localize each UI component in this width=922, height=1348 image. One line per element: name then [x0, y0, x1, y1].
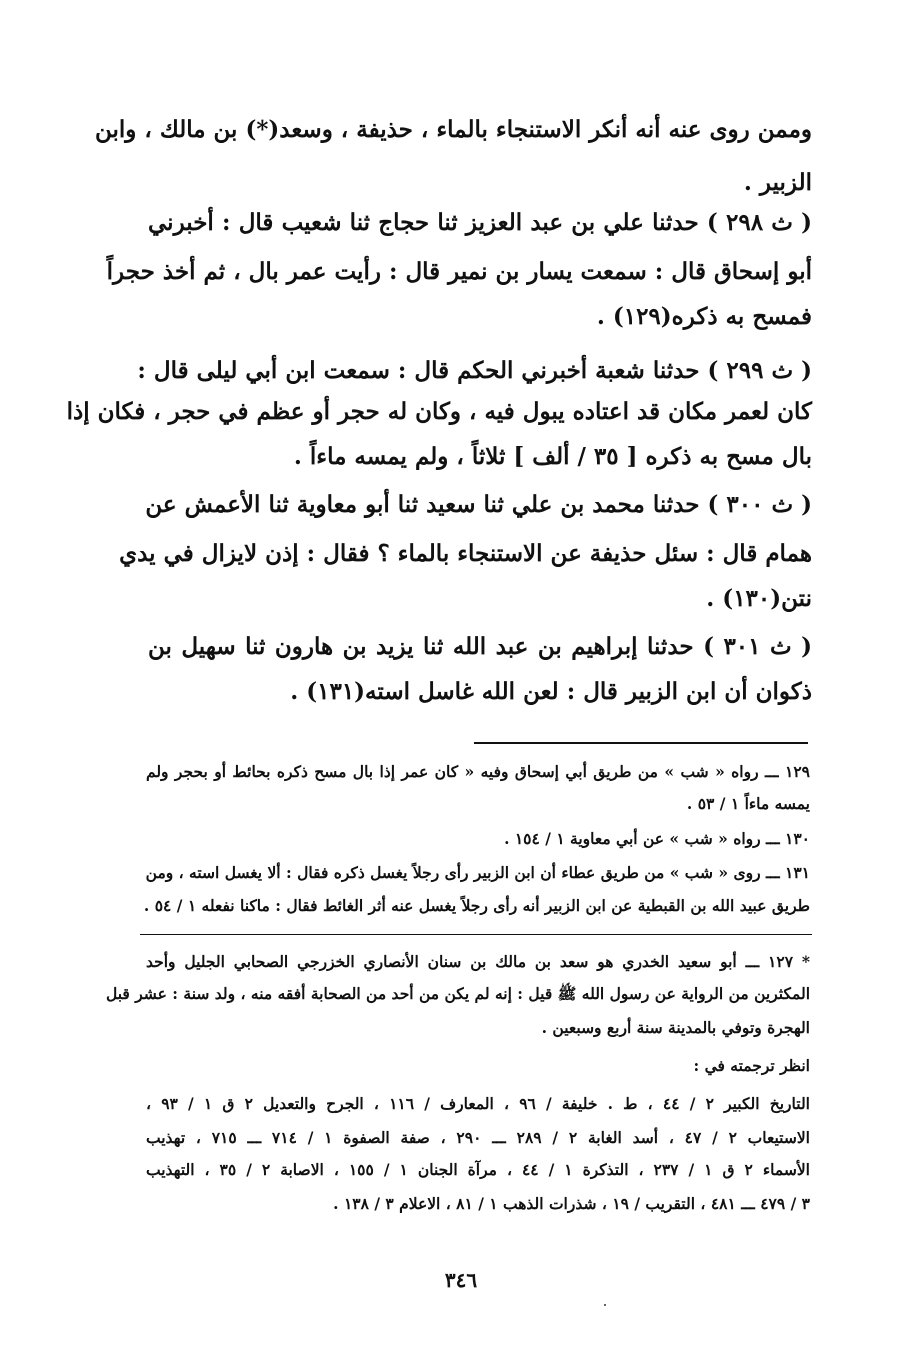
biography-heading: انظر ترجمته في :: [693, 1056, 810, 1075]
text-line: بال مسح به ذكره [ ٣٥ / ألف ] ثلاثاً ، ولم يمسه ماءاً .: [293, 443, 812, 470]
text-line: ( ث ٣٠١ ) حدثنا إبراهيم بن عبد الله ثنا يزيد بن هارون ثنا سهيل بن: [148, 633, 812, 660]
footnote-line: * ١٢٧ ـــ أبو سعيد الخدري هو سعد بن مالك بن سنان الأنصاري الخزرجي الصحابي الجليل وأحد: [146, 952, 810, 971]
text-line: همام قال : سئل حذيفة عن الاستنجاء بالماء ؟ فقال : إذن لايزال في يدي: [119, 540, 812, 567]
biography-reference-line: التاريخ الكبير ٢ / ٤٤ ، ط . خليفة / ٩٦ ، المعارف / ١١٦ ، الجرح والتعديل ٢ ق ١ / ٩٣ ،: [146, 1094, 810, 1113]
footnote-line: الهجرة وتوفي بالمدينة سنة أربع وسبعين .: [541, 1018, 810, 1037]
biography-reference-line: الأسماء ٢ ق ١ / ٢٣٧ ، التذكرة ١ / ٤٤ ، مرآة الجنان ١ / ١٥٥ ، الاصابة ٢ / ٣٥ ، التهذيب: [146, 1160, 810, 1179]
text-line: ذكوان أن ابن الزبير قال : لعن الله غاسل استه(١٣١) .: [290, 678, 812, 705]
text-line: كان لعمر مكان قد اعتاده يبول فيه ، وكان له حجر أو عظم في حجر ، فكان إذا: [66, 398, 812, 425]
text-line: نتن(١٣٠) .: [706, 585, 812, 612]
text-line: وممن روى عنه أنه أنكر الاستنجاء بالماء ، حذيفة ، وسعد(*) بن مالك ، وابن: [94, 116, 812, 143]
footnote-separator: [474, 742, 808, 744]
text-line: أبو إسحاق قال : سمعت يسار بن نمير قال : رأيت عمر بال ، ثم أخذ حجراً: [106, 258, 812, 285]
text-line: فمسح به ذكره(١٢٩) .: [596, 303, 812, 330]
footnote-line: ١٣١ ـــ روى « شب » من طريق عطاء أن ابن الزبير رأى رجلاً يغسل ذكره فقال : ألا يغسل استه ، ومن: [145, 863, 810, 882]
text-line: ( ث ٢٩٩ ) حدثنا شعبة أخبرني الحكم قال : سمعت ابن أبي ليلى قال :: [137, 357, 812, 384]
page-number: ٣٤٦: [444, 1268, 478, 1292]
print-speck: [604, 1304, 606, 1306]
footnote-line: ١٣٠ ـــ رواه « شب » عن أبي معاوية ١ / ١٥٤ .: [504, 829, 810, 848]
footnote-line: ١٢٩ ـــ رواه « شب » من طريق أبي إسحاق وفيه « كان عمر إذا بال مسح ذكره بحائط أو بحجر ولم: [146, 762, 810, 781]
text-line: الزبير .: [743, 169, 812, 196]
text-line: ( ث ٢٩٨ ) حدثنا علي بن عبد العزيز ثنا حجاج ثنا شعيب قال : أخبرني: [148, 209, 812, 236]
biography-reference-line: الاستيعاب ٢ / ٤٧ ، أسد الغابة ٢ / ٢٨٩ ـــ ٢٩٠ ، صفة الصفوة ١ / ٧١٤ ـــ ٧١٥ ، تهذيب: [146, 1128, 810, 1147]
biography-separator: [140, 934, 812, 935]
text-line: ( ث ٣٠٠ ) حدثنا محمد بن علي ثنا سعيد ثنا أبو معاوية ثنا الأعمش عن: [145, 491, 812, 518]
footnote-line: يمسه ماءاً ١ / ٥٣ .: [686, 794, 810, 813]
footnote-line: المكثرين من الرواية عن رسول الله ﷺ قيل : إنه لم يكن من أحد من الصحابة أفقه منه ، ولد سنة : عشر قبل: [106, 984, 810, 1003]
footnote-line: طريق عبيد الله بن القبطية عن ابن الزبير أنه رأى رجلاً يغسل عنه أثر الغائط فقال : ماكنا نفعله ١ / ٥٤ .: [143, 896, 810, 915]
biography-reference-line: ٣ / ٤٧٩ ـــ ٤٨١ ، التقريب / ١٩ ، شذرات الذهب ١ / ٨١ ، الاعلام ٣ / ١٣٨ .: [333, 1194, 810, 1213]
